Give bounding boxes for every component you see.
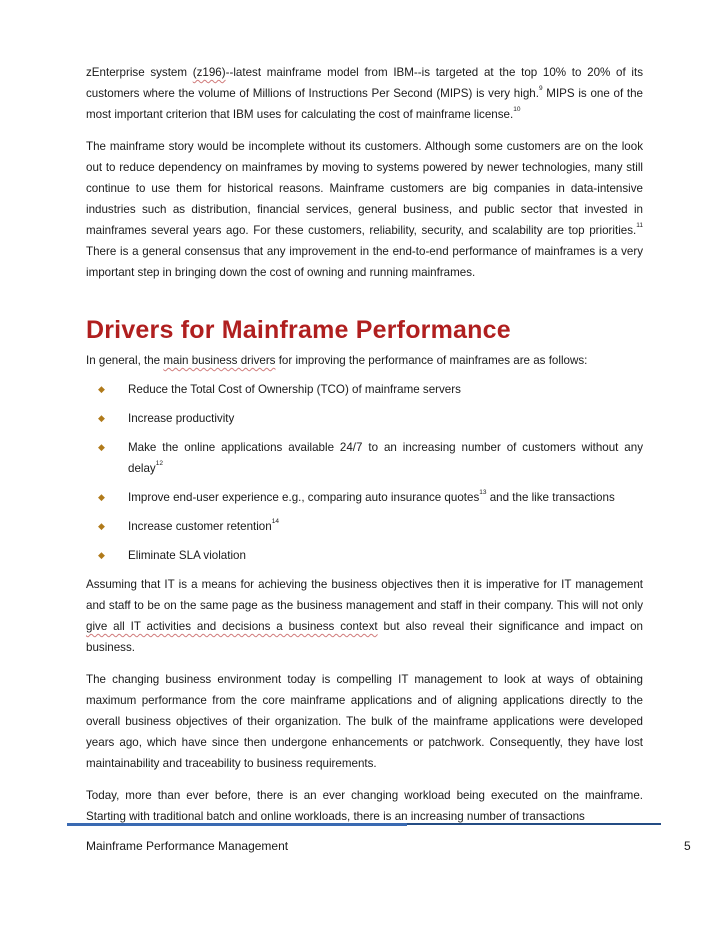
paragraph-customers: The mainframe story would be incomplete without its customers. Although some customers are on the look out to reduce dependency on mainframes by moving to systems powered by newer technologies, many still continue to use them for historical reasons. Mainframe customers are big companies in data-intensive industries such as distribution, financial services, general business, and public sector that invested in mainframes several years ago. For these customers, reliability, security, and scalability are top priorities.$^{11}$ There is a general consensus that any improvement in the end-to-end performance of mainframes is a very important step in bringing down the cost of owning and running mainframes. xyxy=(86,140,643,279)
list-item: ◆ Increase customer retention$^{14}$ xyxy=(98,518,279,533)
diamond-bullet-icon: ◆ xyxy=(98,384,105,394)
paragraph-zenterprise: zEnterprise system (z196)--latest mainframe model from IBM--is targeted at the top 10% to 20% of its customers where the volume of Millions of Instructions Per Second (MIPS) is very high.$^9$ MIPS is one of the most important criterion that IBM uses for calculating the cost of mainframe license.$^{10}$ xyxy=(86,66,644,121)
list-item: ◆ Make the online applications available 24/7 to an increasing number of customers without any delay$^{12}$ xyxy=(98,441,643,475)
diamond-bullet-icon: ◆ xyxy=(98,521,105,531)
footnote-ref[interactable]: 11 xyxy=(636,222,643,229)
z196-term: (z196) xyxy=(192,66,226,79)
list-item: ◆ Improve end-user experience e.g., comparing auto insurance quotes$^{13}$ and the like transactions xyxy=(98,489,615,504)
footnote-ref[interactable]: 14 xyxy=(271,518,279,525)
list-item: ◆ Reduce the Total Cost of Ownership (TCO) of mainframe servers xyxy=(98,383,461,396)
footer-rule-accent xyxy=(67,823,407,826)
list-item: ◆ Eliminate SLA violation xyxy=(98,549,246,562)
footnote-ref[interactable]: 13 xyxy=(479,489,487,496)
diamond-bullet-icon: ◆ xyxy=(98,492,105,502)
drivers-intro: In general, the main business drivers for improving the performance of mainframes are as follows: xyxy=(86,354,588,367)
section-heading: Drivers for Mainframe Performance xyxy=(86,316,511,344)
business-context-phrase: give all IT activities and decisions a business context xyxy=(86,620,378,633)
drivers-list xyxy=(86,379,643,566)
paragraph-it-business-alignment: Assuming that IT is a means for achieving the business objectives then it is imperative for IT management and staff to be on the same page as the business management and staff in their company. This will not only give all IT activities and decisions a business context but also reveal their significance and impact on business. xyxy=(86,578,644,654)
list-item: ◆ Increase productivity xyxy=(98,412,235,425)
diamond-bullet-icon: ◆ xyxy=(98,413,105,423)
footnote-ref[interactable]: 9 xyxy=(538,85,543,92)
paragraph-changing-environment: The changing business environment today is compelling IT management to look at ways of obtaining maximum performance from the core mainframe applications and of aligning applications directly to the overall business objectives of their organization. The bulk of the mainframe applications were developed years ago, which have since then undergone enhancements or patchwork. Consequently, they have lost maintainability and traceability to business requirements. xyxy=(86,673,643,770)
diamond-bullet-icon: ◆ xyxy=(98,442,105,452)
paragraph-workload: Today, more than ever before, there is an ever changing workload being executed on the mainframe. Starting with traditional batch and online workloads, there is an increasing number of transactions xyxy=(86,789,643,823)
diamond-bullet-icon: ◆ xyxy=(98,550,105,560)
footnote-ref[interactable]: 12 xyxy=(155,460,163,467)
main-business-drivers-phrase: main business drivers xyxy=(163,354,276,367)
footer-rule xyxy=(67,823,661,825)
page-body xyxy=(86,62,643,838)
footnote-ref[interactable]: 10 xyxy=(513,106,521,113)
page-number: 5 xyxy=(684,839,691,853)
footer-title: Mainframe Performance Management xyxy=(86,839,289,853)
